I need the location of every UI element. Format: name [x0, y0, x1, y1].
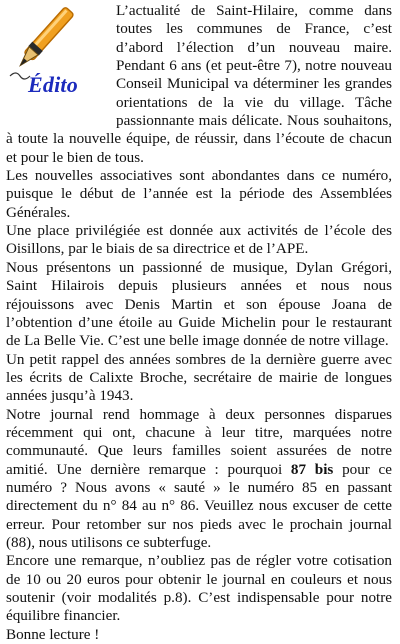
tribute-text-after: pour ce numéro ? Nous avons « sauté » le numéro 85 en passant directement du n° 84 au n° 86. Veuillez nous excuser de cette erreur. Pour retomber sur nos pieds avec le prochain journal (88), nous utilisons ce subterfuge. — [6, 460, 392, 551]
editorial-text — [6, 2, 392, 644]
float-spacer — [6, 2, 116, 130]
edito-label: Édito — [28, 72, 78, 97]
paragraph-tribute — [6, 406, 392, 553]
paragraph-associations: Les nouvelles associatives sont abondantes dans ce numéro, puisque le début de l’année est la période des Assemblées Générales. — [6, 167, 392, 221]
paragraph-history: Un petit rappel des années sombres de la dernière guerre avec les écrits de Calixte Broche, secrétaire de mairie de longues années jusqu’à 1943. — [6, 350, 392, 405]
tribute-text-before: Notre journal rend hommage à deux personnes disparues récemment qui ont, chacune à leur titre, marquées notre communauté. Que leurs familles soient assurées de notre amitié. Une dernière remarque : pourquoi — [6, 405, 392, 478]
paragraph-election: L’actualité de Saint-Hilaire, comme dans toutes les communes de France, c’est d’abord l’élection d’un nouveau maire. Pendant 6 ans (et peut-être 7), notre nouveau Conseil Municipal va déterminer les grandes orientations de la vie du village. Tâche passionnante mais délicate. Nous souhaitons, à toute la nouvelle équipe, de réussir, dans l’écoute de chacun et pour le bien de tous. — [6, 2, 392, 166]
paragraph-portraits: Nous présentons un passionné de musique, Dylan Grégori, Saint Hilairois depuis plusieurs années et nous nous réjouissons avec Denis Martin et son épouse Joana de l’obtention d’une étoile au Guide Michelin pour le restaurant de La Belle Vie. C’est une belle image donnée de notre village. — [6, 258, 392, 350]
paragraph-membership: Encore une remarque, n’oubliez pas de régler votre cotisation de 10 ou 20 euros pour obtenir le journal en couleurs et nous soutenir (voir modalités p.8). C’est indispensable pour notre équilibre financier. — [6, 552, 392, 625]
issue-number-emphasis: 87 bis — [290, 460, 334, 478]
paragraph-school: Une place privilégiée est donnée aux activités de l’école des Oisillons, par le biais de sa directrice et de l’APE. — [6, 222, 392, 258]
paragraph-closing: Bonne lecture ! — [6, 625, 100, 643]
